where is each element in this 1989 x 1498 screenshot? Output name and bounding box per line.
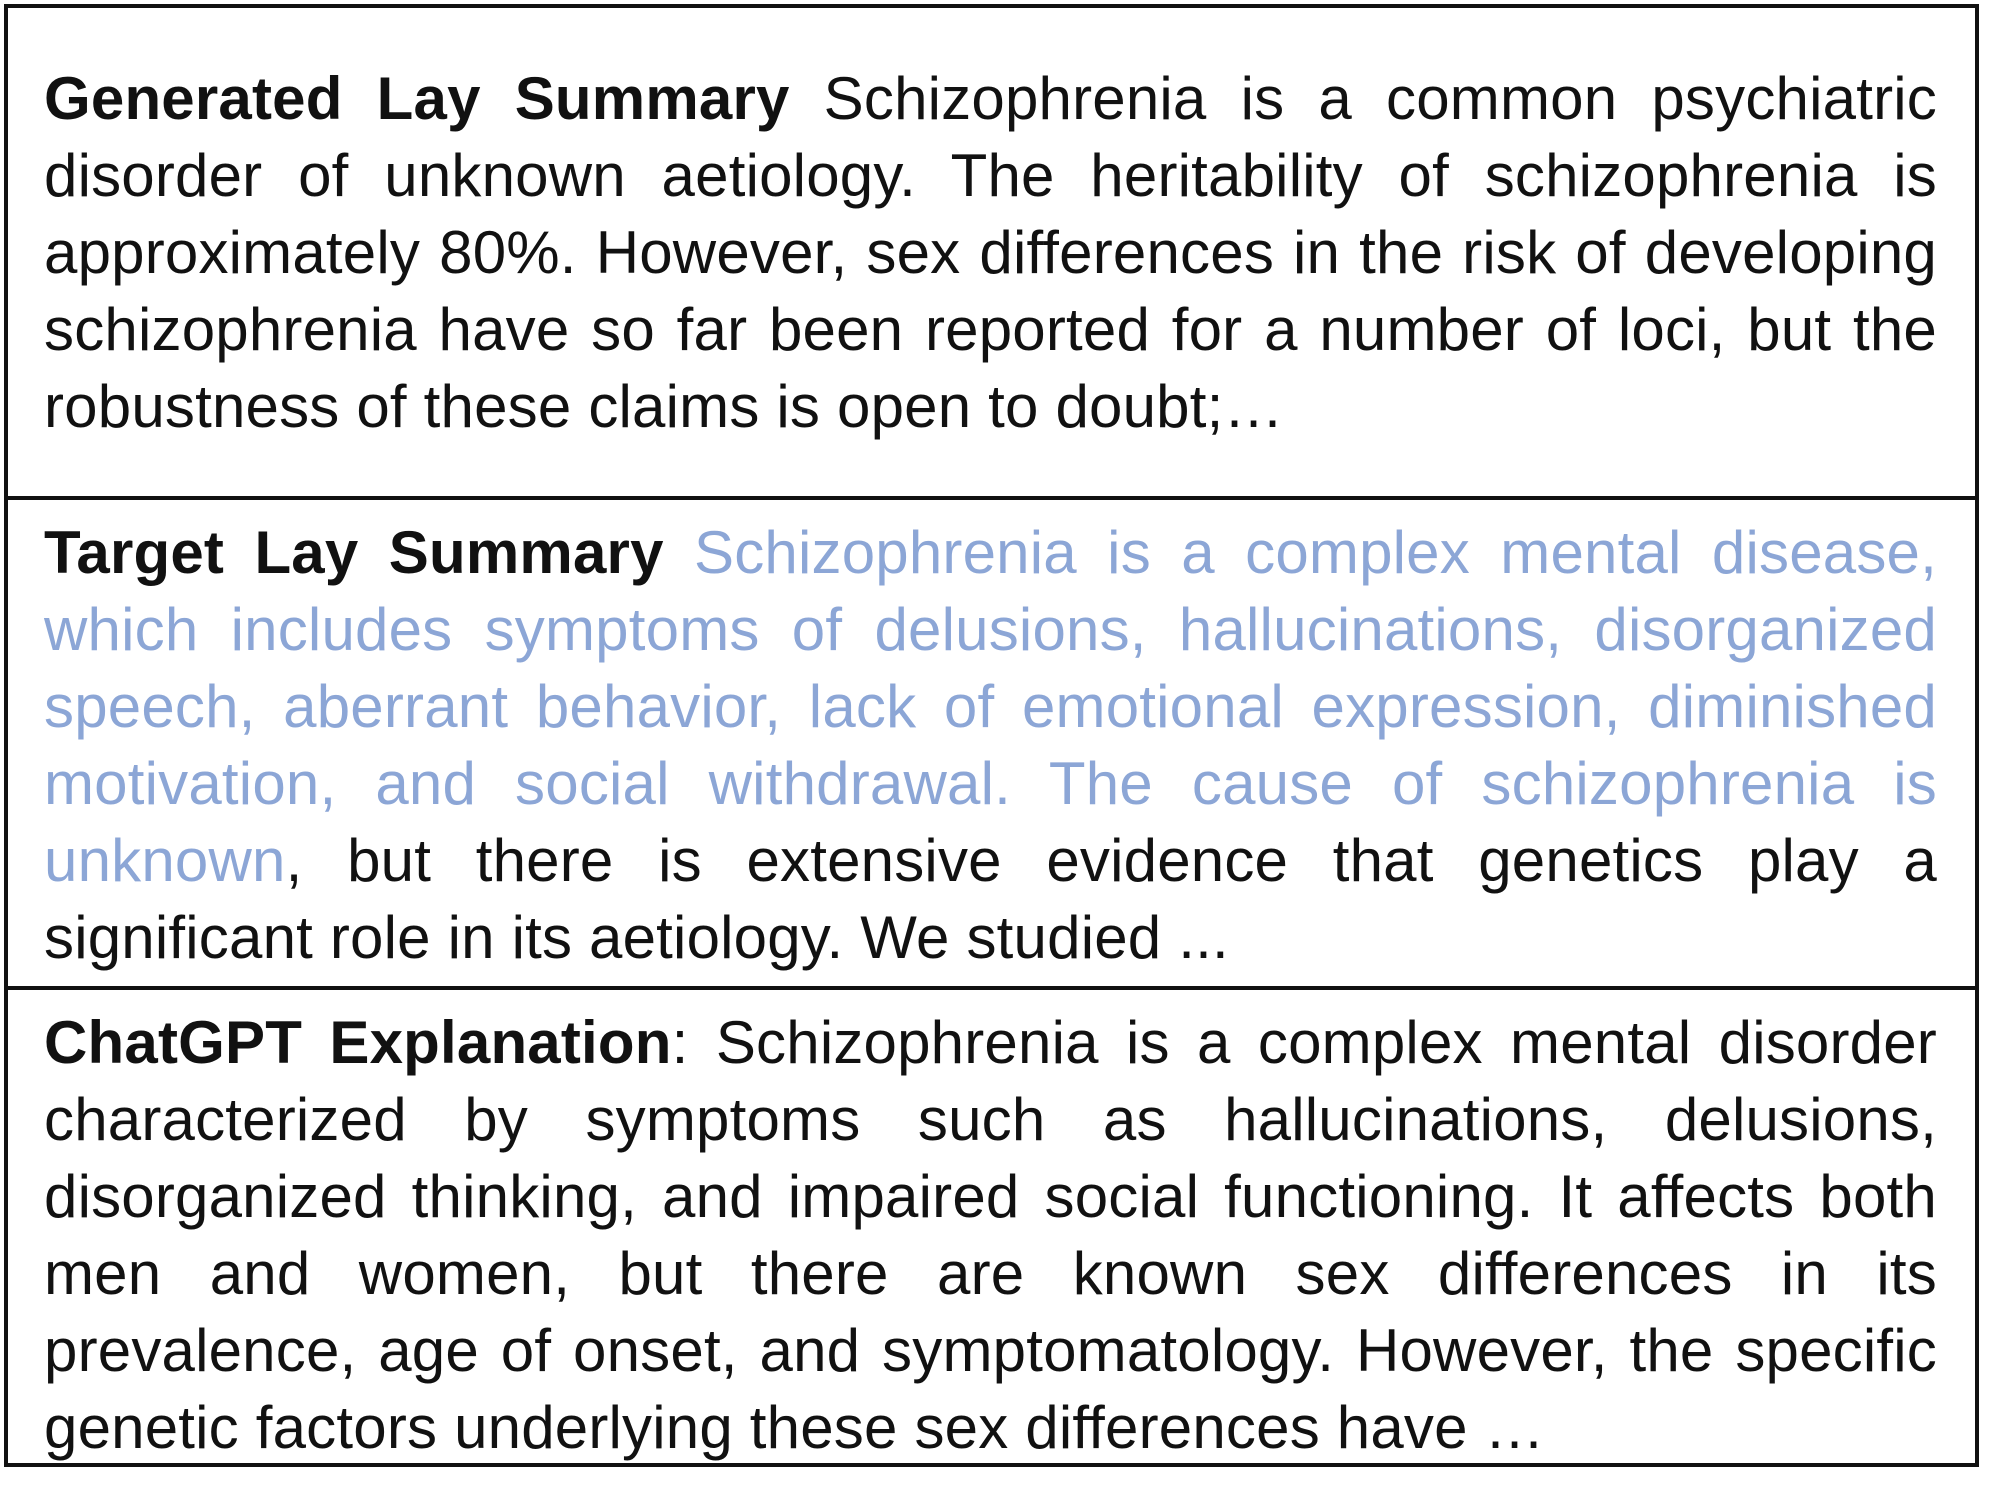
comparison-figure xyxy=(4,4,1979,1467)
generated-lay-summary-text: Schizophrenia is a common psychiatric disorder of unknown aetiology. The heritability of schizophrenia is approximately 80%. However, sex differences in the risk of developing schizophrenia have so far been reported for a number of loci, but the robustness of these claims is open to doubt;… xyxy=(44,65,1937,440)
target-lay-summary-highlighted-text: Schizophrenia is a complex mental disease, which includes symptoms of delusions, hallucinations, disorganized speech, aberrant behavior, lack of emotional expression, diminished motivation, and social withdrawal. The cause of schizophrenia is unknown xyxy=(44,519,1937,894)
target-lay-summary-panel xyxy=(8,496,1975,988)
target-lay-summary-label: Target Lay Summary xyxy=(44,519,664,586)
chatgpt-explanation-paragraph xyxy=(44,1004,1937,1466)
chatgpt-explanation-label: ChatGPT Explanation xyxy=(44,1009,672,1076)
generated-lay-summary-paragraph xyxy=(44,60,1937,445)
generated-lay-summary-panel xyxy=(8,60,1975,496)
chatgpt-explanation-text: Schizophrenia is a complex mental disorder characterized by symptoms such as hallucinations, delusions, disorganized thinking, and impaired social functioning. It affects both men and women, but there are known sex differences in its prevalence, age of onset, and symptomatology. However, the specific genetic factors underlying these sex differences have … xyxy=(44,1009,1937,1461)
chatgpt-explanation-panel xyxy=(8,986,1975,1471)
chatgpt-explanation-colon: : xyxy=(671,1009,689,1076)
generated-lay-summary-label: Generated Lay Summary xyxy=(44,65,790,132)
target-lay-summary-text: , but there is extensive evidence that genetics play a significant role in its aetiology. We studied ... xyxy=(44,827,1937,971)
target-lay-summary-paragraph xyxy=(44,514,1937,976)
